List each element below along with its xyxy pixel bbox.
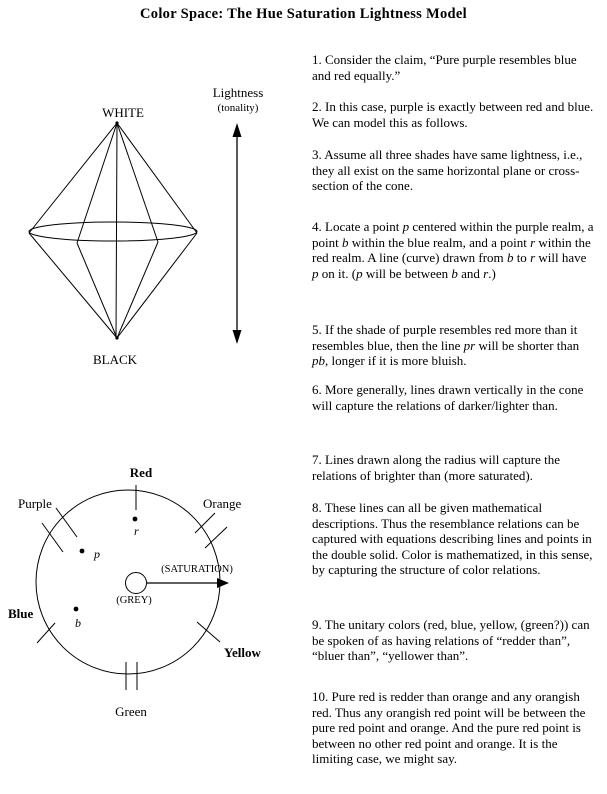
bicone-diagram: [29, 105, 197, 367]
lightness-axis-up-arrowhead: [233, 123, 242, 137]
point-b-label: b: [75, 616, 81, 630]
black-label: BLACK: [92, 352, 138, 367]
point-r-label: r: [134, 524, 139, 538]
point-b-dot: [74, 607, 79, 612]
tonality-sublabel: (tonality): [217, 102, 259, 114]
note-paragraph-4: 4. Locate a point p centered within the purple realm, a point b within the blue realm, and a point r within the red realm. A line (curve) drawn from b to r will have p on it. (p will be between b and r.): [312, 219, 594, 281]
green-label: Green: [115, 704, 147, 719]
lightness-axis: [213, 85, 264, 344]
hue-circle-diagram: [8, 465, 261, 719]
red-label: Red: [129, 465, 153, 480]
page-title: Color Space: The Hue Saturation Lightness Model: [140, 6, 467, 22]
cone-rim-ellipse: [29, 222, 197, 241]
note-paragraph-10: 10. Pure red is redder than orange and any orangish red. Thus any orangish red point will be between the pure red point and orange. And the pure red point is between no other red point and orange. It is the limiting case, we might say.: [312, 689, 586, 767]
orange-ticks: [195, 513, 227, 548]
sample-points: [74, 517, 139, 630]
note-paragraph-7: 7. Lines drawn along the radius will capture the relations of brighter than (more saturated).: [312, 452, 561, 483]
yellow-label: Yellow: [224, 645, 261, 660]
grey-center-circle: [126, 573, 147, 594]
note-paragraph-8: 8. These lines can all be given mathematical descriptions. Thus the resemblance relations can be captured with equations describing lines and points in the double solid. Color is mathematized, in this sense, by capturing the structure of color relations.: [312, 500, 593, 578]
lower-cone-lines: [29, 233, 197, 338]
note-paragraph-6: 6. More generally, lines drawn vertically in the cone will capture the relations of darker/lighter than.: [312, 382, 584, 413]
purple-label: Purple: [18, 496, 52, 511]
blue-label: Blue: [8, 606, 34, 621]
note-paragraph-3: 3. Assume all three shades have same lightness, i.e., they all exist on the same horizontal plane or cross-section of the cone.: [312, 147, 583, 194]
saturation-arrow: [147, 578, 229, 588]
saturation-label: (SATURATION): [161, 564, 233, 575]
note-paragraph-2: 2. In this case, purple is exactly between red and blue. We can model this as follows.: [312, 99, 594, 130]
lightness-axis-down-arrowhead: [233, 330, 242, 344]
point-p-label: p: [94, 547, 100, 561]
cone-axis-line: [116, 123, 117, 338]
note-paragraph-9: 9. The unitary colors (red, blue, yellow, (green?)) can be spoken of as having relations of “redder than”, “bluer than”, “yellower than”.: [312, 617, 590, 664]
purple-ticks: [42, 508, 77, 552]
blue-tick: [37, 623, 55, 643]
grey-label: (GREY): [116, 595, 152, 606]
point-p-dot: [80, 549, 85, 554]
point-r-dot: [133, 517, 138, 522]
white-label: WHITE: [102, 105, 144, 120]
saturation-arrowhead: [217, 578, 229, 588]
green-ticks: [126, 662, 137, 690]
lightness-axis-label: Lightness: [212, 85, 264, 100]
note-paragraph-1: 1. Consider the claim, “Pure purple resembles blue and red equally.”: [312, 52, 577, 83]
orange-label: Orange: [203, 496, 242, 511]
note-paragraph-5: 5. If the shade of purple resembles red more than it resembles blue, then the line pr will be shorter than pb, longer if it is more bluish.: [312, 322, 580, 369]
